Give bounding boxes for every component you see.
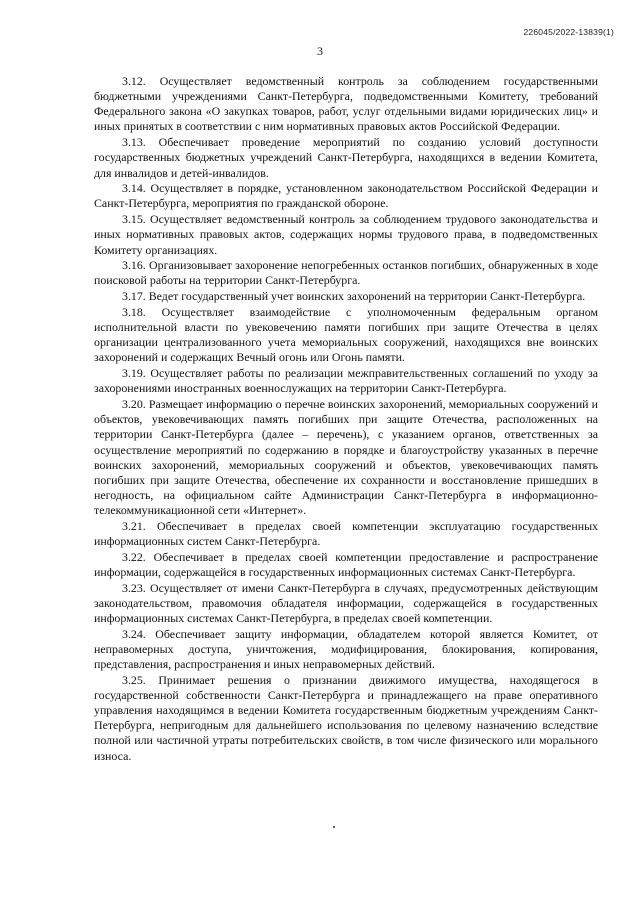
paragraph-3-15: 3.15. Осуществляет ведомственный контроль за соблюдением трудового законодательства и иных нормативных правовых актов, содержащих нормы трудового права, в подведомственных Комитету организациях. xyxy=(94,212,598,257)
paragraph-3-17: 3.17. Ведет государственный учет воинских захоронений на территории Санкт-Петербурга. xyxy=(122,289,586,304)
paragraph-3-23: 3.23. Осуществляет от имени Санкт-Петербурга в случаях, предусмотренных действующим законодательством, правомочия обладателя информации, содержащейся в государственных информационных системах Санкт-Петербурга, в пределах своей компетенции. xyxy=(94,580,598,625)
paragraph-3-13: 3.13. Обеспечивает проведение мероприятий по созданию условий доступности государственных бюджетных учреждений Санкт-Петербурга, находящихся в ведении Комитета, для инвалидов и детей-инвалидов. xyxy=(94,135,598,180)
paragraph-3-20: 3.20. Размещает информацию о перечне воинских захоронений, мемориальных сооружений и объектов, увековечивающих память погибших при защите Отечества, расположенных на территории Санкт-Петербурга (далее – перечень), с указанием органов, ответственных за осуществление мероприятий по содержанию в порядке и благоустройству указанных в перечне воинских захоронений, мемориальных сооружений и объектов, увековечивающих память погибших при защите Отечества, обеспечение их сохранности и восстановление пришедших в негодность, на официальном сайте Администрации Санкт-Петербурга в информационно-телекоммуникационной сети «Интернет». xyxy=(94,397,598,518)
paragraph-3-14: 3.14. Осуществляет в порядке, установленном законодательством Российской Федерации и Санкт-Петербурга, мероприятия по гражданской обороне. xyxy=(94,181,598,211)
paragraph-3-21: 3.21. Обеспечивает в пределах своей компетенции эксплуатацию государственных информационных систем Санкт-Петербурга. xyxy=(94,518,598,549)
paragraph-3-24: 3.24. Обеспечивает защиту информации, обладателем которой является Комитет, от неправомерных доступа, уничтожения, модифицирования, блокирования, копирования, представления, распространения и иных неправомерных действий. xyxy=(94,626,598,672)
paragraph-3-19: 3.19. Осуществляет работы по реализации межправительственных соглашений по уходу за захоронениями иностранных военнослужащих на территории Санкт-Петербурга. xyxy=(94,366,598,396)
paragraph-3-18: 3.18. Осуществляет взаимодействие с уполномоченным федеральным органом исполнительной власти по увековечению памяти погибших при защите Отечества в целях организации централизованного учета мемориальных сооружений, находящихся вне воинских захоронений и содержащих Вечный огонь или Огонь памяти. xyxy=(94,304,598,365)
paragraph-3-12: 3.12. Осуществляет ведомственный контроль за соблюдением государственными бюджетными учреждениями Санкт-Петербурга, подведомственными Комитету, требований Федерального закона «О закупках товаров, работ, услуг отдельными видами юридических лиц» и иных принятых в соответствии с ним нормативных правовых актов Российской Федерации. xyxy=(94,74,598,134)
scan-speck xyxy=(333,826,335,828)
document-body xyxy=(94,74,598,764)
document-id: 226045/2022-13839(1) xyxy=(523,27,614,37)
paragraph-3-25: 3.25. Принимает решения о признании движимого имущества, находящегося в государственной собственности Санкт-Петербурга и принадлежащего на праве оперативного управления находящимся в ведении Комитета государственным бюджетным учреждениям Санкт-Петербурга, непригодным для дальнейшего использования по целевому назначению вследствие полной или частичной утраты потребительских свойств, в том числе физического или морального износа. xyxy=(94,672,598,763)
paragraph-3-16: 3.16. Организовывает захоронение непогребенных останков погибших, обнаруженных в ходе поисковой работы на территории Санкт-Петербурга. xyxy=(94,258,598,288)
page-number: 3 xyxy=(317,44,323,58)
paragraph-3-22: 3.22. Обеспечивает в пределах своей компетенции предоставление и распространение информации, содержащейся в государственных информационных системах Санкт-Петербурга. xyxy=(94,549,598,579)
